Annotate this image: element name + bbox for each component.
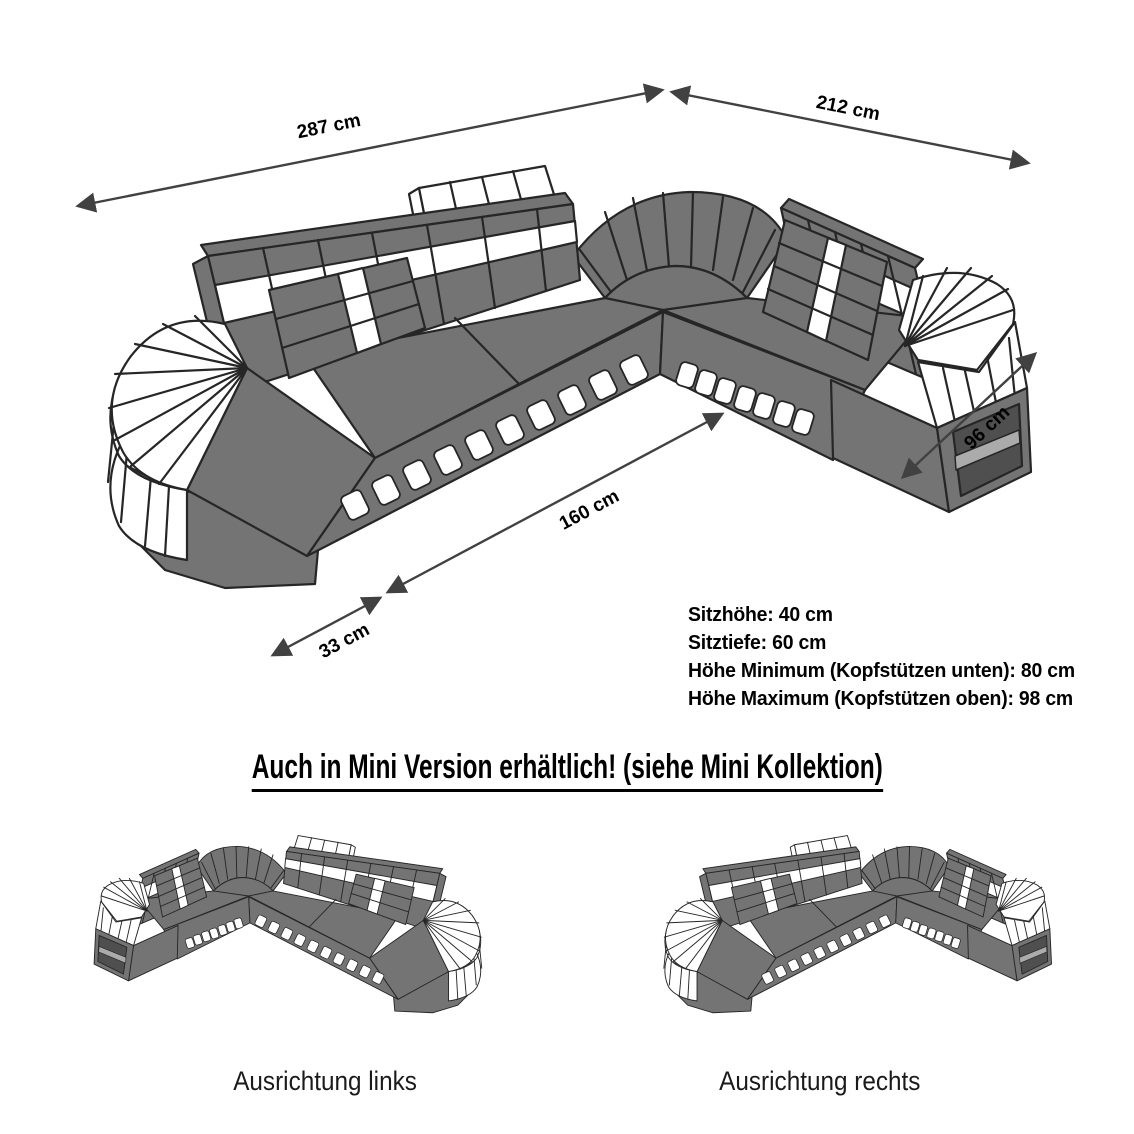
specs-block (688, 601, 1115, 713)
dimension-label-front: 160 cm (556, 485, 623, 535)
dimension-label-side-right: 96 cm (960, 401, 1015, 455)
mini-sofa-left (94, 836, 482, 1013)
spec-line-sitzhoehe: Sitzhöhe: 40 cm (688, 604, 833, 626)
variant-label-links (125, 1066, 525, 1097)
mini-version-heading-wrap (0, 748, 1134, 792)
spec-line-hoehe-min: Höhe Minimum (Kopfstützen unten): 80 cm (688, 660, 1075, 682)
dimension-label-back-right: 212 cm (814, 91, 882, 126)
spec-line-hoehe-max: Höhe Maximum (Kopfstützen oben): 98 cm (688, 688, 1073, 710)
mini-sofa-right (664, 836, 1052, 1013)
variant-label-links-text: Ausrichtung links (233, 1066, 417, 1096)
mini-version-heading: Auch in Mini Version erhältlich! (siehe Mini Kollektion) (251, 748, 882, 792)
variant-label-rechts (620, 1066, 1020, 1097)
dimension-label-front-offset: 33 cm (315, 619, 374, 664)
dimension-line-back-left (78, 90, 662, 206)
spec-line-sitztiefe: Sitztiefe: 60 cm (688, 632, 827, 654)
dimension-label-back-left: 287 cm (295, 109, 363, 144)
variant-label-rechts-text: Ausrichtung rechts (719, 1066, 921, 1096)
